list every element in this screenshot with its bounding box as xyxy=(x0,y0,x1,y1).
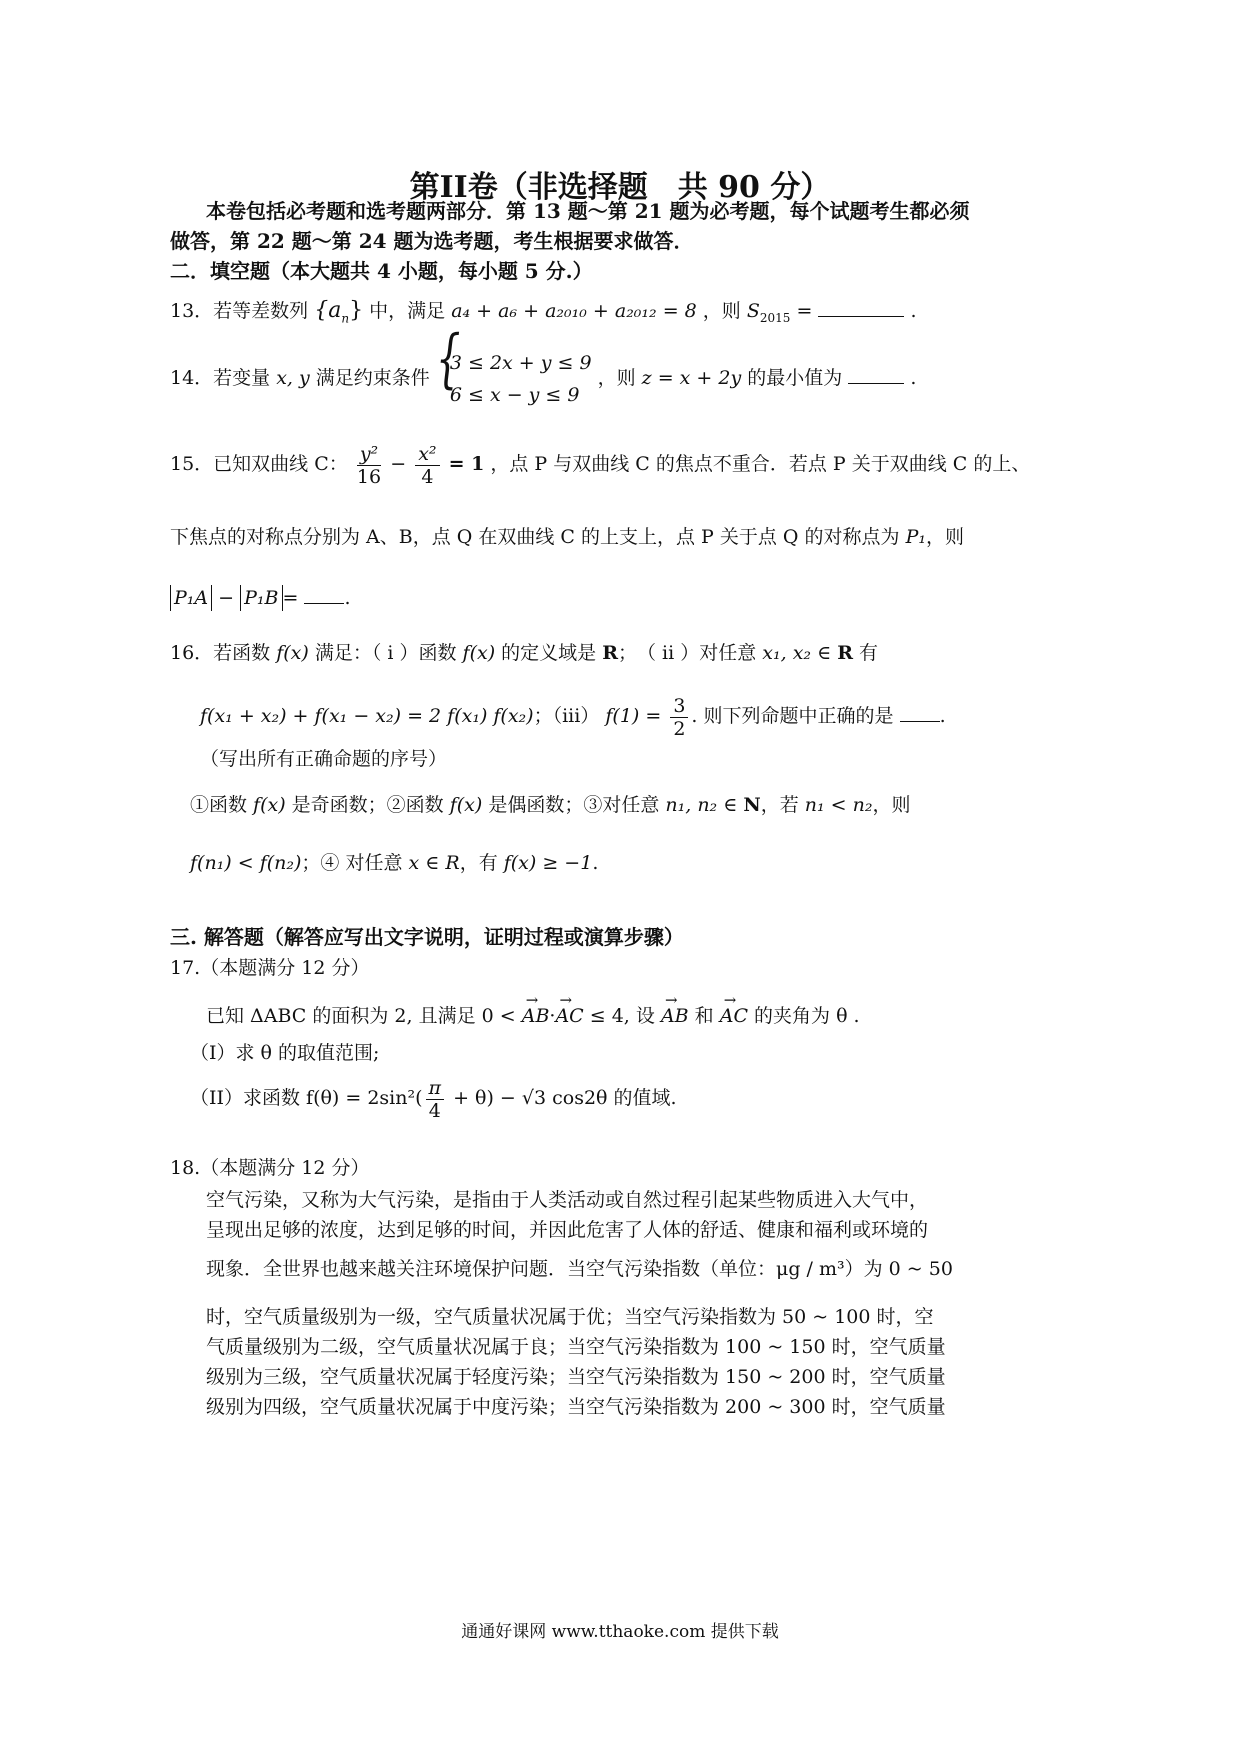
q13-sequence: $\{a_n\}$ xyxy=(314,298,364,326)
q14-constraint-2: 6 ≤ x − y ≤ 9 xyxy=(449,384,580,406)
question-13: 13．若等差数列 $\{a_n\}$ 中，满足 a₄ + a₆ + a₂₀₁₀ + a₂₀₁₂ = 8 ，则 $S_{2015}$ = . xyxy=(170,298,917,326)
question-16: 16．若函数 f(x) 满足：（ i ）函数 f(x) 的定义域是 R； （ ii ）对任意 x₁, x₂ ∈ R 有 xyxy=(170,642,879,664)
question-15: 15．已知双曲线 C： $\frac{\text{y²}}{16}$ − $\frac{\text{x²}}{4}$ = 1 ，点 P 与双曲线 C 的焦点不重合．若点 P 关于双曲线 C 的上、 xyxy=(170,442,1031,488)
q15-fraction-x: $\frac{\text{x²}}{4}$ xyxy=(415,443,439,488)
q18-line-4: 时，空气质量级别为一级，空气质量状况属于优；当空气污染指数为 50 ~ 100 时，空 xyxy=(206,1306,934,1328)
q16-answer-blank xyxy=(900,701,940,722)
question-17-heading: 17.（本题满分 12 分） xyxy=(170,957,370,979)
abs-p1a: P₁A xyxy=(170,585,212,611)
q15-answer-blank xyxy=(304,583,344,604)
question-17-line-1: 已知 ΔABC 的面积为 2, 且满足 0 < → AB·→ AC ≤ 4, 设 → AB 和 → AC 的夹角为 θ . xyxy=(206,1003,860,1029)
page-footer: 通通好课网 www.tthaoke.com 提供下载 xyxy=(461,1622,779,1642)
q13-sum: S xyxy=(746,300,760,322)
question-16-options: ①函数 f(x) 是奇函数；②函数 f(x) 是偶函数；③对任意 n₁, n₂ ∈ N，若 n₁ < n₂，则 xyxy=(190,794,911,816)
question-15-line-2: 下焦点的对称点分别为 A、B，点 Q 在双曲线 C 的上支上，点 P 关于点 Q 的对称点为 P₁，则 xyxy=(170,526,964,548)
vector-ac: → AC xyxy=(555,1003,583,1029)
brace-icon: { xyxy=(435,322,461,396)
q15-fraction-y: $\frac{\text{y²}}{16}$ xyxy=(356,442,382,488)
question-18-heading: 18.（本题满分 12 分） xyxy=(170,1157,370,1179)
intro-line-1: 本卷包括必考题和选考题两部分．第 13 题～第 21 题为必考题，每个试题考生都必须 xyxy=(206,199,970,223)
section-fill-in-heading: 二．填空题（本大题共 4 小题，每小题 5 分.） xyxy=(170,259,593,283)
q16-functional-equation: f(x₁ + x₂) + f(x₁ − x₂) = 2 f(x₁) f(x₂) xyxy=(200,705,534,727)
q14-answer-blank xyxy=(848,363,904,384)
question-16-line-2: f(x₁ + x₂) + f(x₁ − x₂) = 2 f(x₁) f(x₂)；（iii） f(1) = $\frac{3}{2}$ . 则下列命题中正确的是 . xyxy=(200,694,946,740)
q18-line-5: 气质量级别为二级，空气质量状况属于良；当空气污染指数为 100 ~ 150 时，空气质量 xyxy=(206,1336,946,1358)
question-14: 14．若变量 x, y 满足约束条件 { 3 ≤ 2x + y ≤ 9 6 ≤ x − y ≤ 9 ，则 z = x + 2y 的最小值为 . xyxy=(170,346,916,411)
question-17-part-2: （II）求函数 f(θ) = 2sin²( $\frac{\pi}{4}$ + θ) − √3 cos2θ 的值域. xyxy=(190,1076,677,1122)
q18-line-6: 级别为三级，空气质量状况属于轻度污染；当空气污染指数为 150 ~ 200 时，空气质量 xyxy=(206,1366,946,1388)
q18-line-3: 现象．全世界也越来越关注环境保护问题．当空气污染指数（单位：μg / m³）为 0 ~ 50 xyxy=(206,1258,953,1280)
q13-answer-blank xyxy=(818,296,904,317)
q13-text: 13．若等差数列 xyxy=(170,300,309,322)
q14-constraint-1: 3 ≤ 2x + y ≤ 9 xyxy=(449,352,592,374)
abs-p1b: P₁B xyxy=(240,585,282,611)
page-title: 第II卷（非选择题 共 90 分） xyxy=(409,170,831,205)
question-16-option-4: f(n₁) < f(n₂)；④ 对任意 x ∈ R，有 f(x) ≥ −1. xyxy=(190,852,599,874)
vector-ab: → AB xyxy=(522,1003,550,1029)
section-solve-heading: 三. 解答题（解答应写出文字说明，证明过程或演算步骤） xyxy=(170,925,684,949)
question-15-line-3: P₁A − P₁B = . xyxy=(170,583,351,611)
q18-line-7: 级别为四级，空气质量状况属于中度污染；当空气污染指数为 200 ~ 300 时，空气质量 xyxy=(206,1396,946,1418)
q18-line-1: 空气污染，又称为大气污染，是指由于人类活动或自然过程引起某些物质进入大气中， xyxy=(206,1189,929,1211)
q14-objective: z = x + 2y xyxy=(641,367,742,389)
q16-fraction: $\frac{3}{2}$ xyxy=(670,695,688,740)
question-16-note: （写出所有正确命题的序号） xyxy=(200,748,448,770)
pi-over-4-fraction: $\frac{\pi}{4}$ xyxy=(426,1077,445,1122)
q18-line-2: 呈现出足够的浓度，达到足够的时间，并因此危害了人体的舒适、健康和福利或环境的 xyxy=(206,1219,929,1241)
question-17-part-1: （I）求 θ 的取值范围; xyxy=(190,1042,380,1064)
intro-line-2: 做答，第 22 题～第 24 题为选考题，考生根据要求做答． xyxy=(170,229,694,253)
q13-condition: a₄ + a₆ + a₂₀₁₀ + a₂₀₁₂ = 8 xyxy=(451,300,697,322)
q14-constraint-system xyxy=(435,322,592,411)
